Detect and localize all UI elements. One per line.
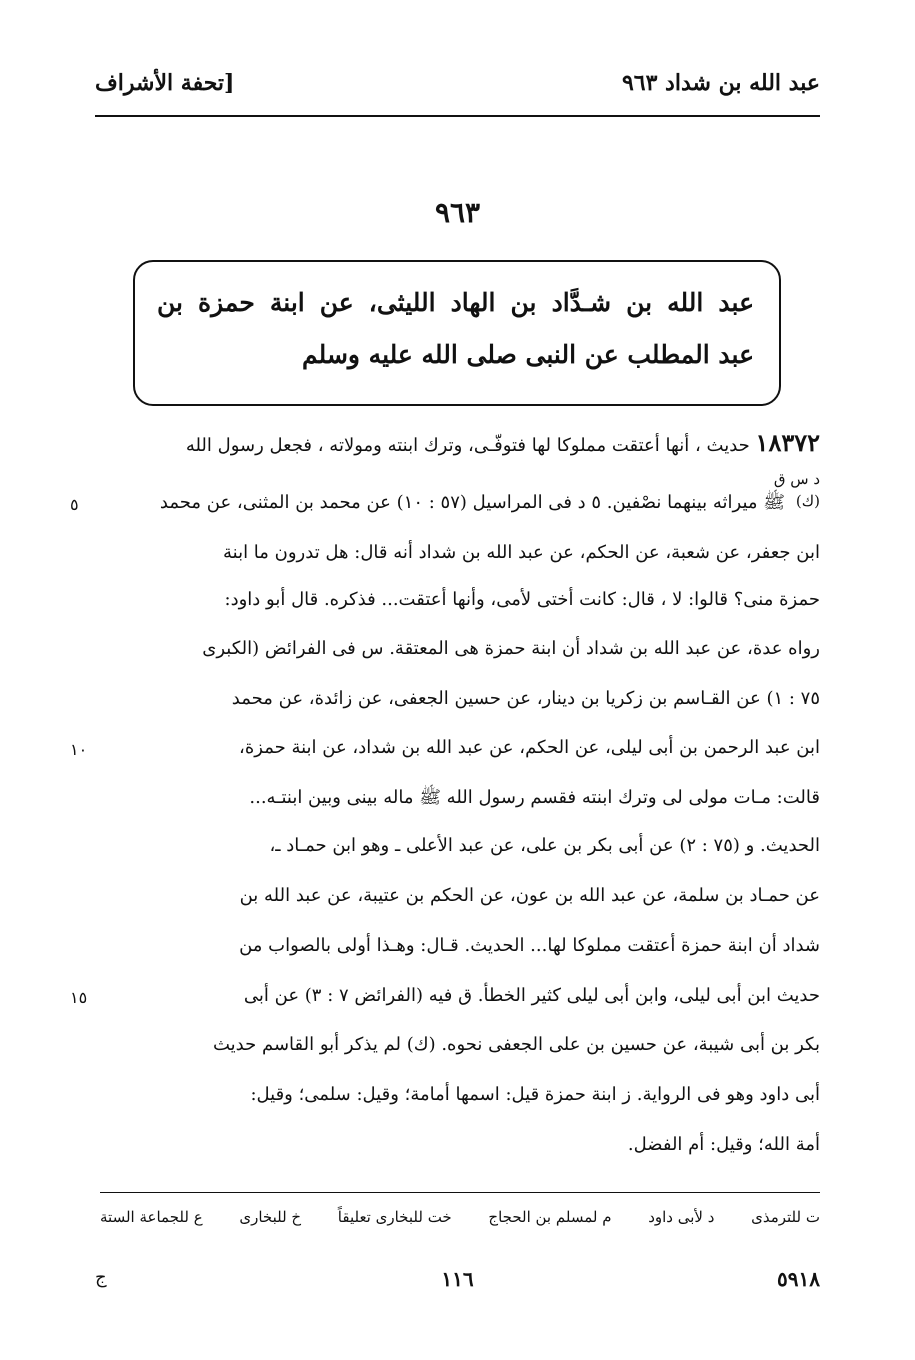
- hadith-line-11: شداد أن ابنة حمزة أعتقت مملوكا لها... الحديث. قـال: وهـذا أولى بالصواب من: [239, 935, 820, 956]
- hadith-line-1: [95, 430, 820, 459]
- hadith-line-8: قالت: مـات مولى لى وترك ابنته فقسم رسول الله ﷺ ماله بينى وبين ابنتـه...: [249, 787, 820, 808]
- hadith-line-6: ٧٥ : ١) عن القـاسم بن زكريا بن دينار، عن حسين الجعفى، عن زائدة، عن محمد: [231, 688, 820, 709]
- volume-mark: ج: [95, 1267, 107, 1288]
- hadith-line-12: حديث ابن أبى ليلى، وابن أبى ليلى كثير الخطأ. ق فيه (الفرائض ٧ : ٣) عن أبى: [243, 985, 820, 1006]
- margin-line-number-5: ٥: [70, 495, 79, 514]
- margin-line-number-10: ١٠: [70, 740, 88, 759]
- hadith-text: حديث ، أنها أعتقت مملوكا لها فتوفّـى، وترك ابنته ومولاته ، فجعل رسول الله: [185, 435, 750, 456]
- footnote-rule: [100, 1192, 820, 1193]
- running-header-right: عبد الله بن شداد ٩٦٣: [621, 70, 820, 96]
- hadith-line-5: رواه عدة، عن عبد الله بن شداد أن ابنة حمزة هى المعتقة. س فى الفرائض (الكبرى: [202, 638, 820, 659]
- hadith-line-9: الحديث. و (٧٥ : ٢) عن أبى بكر بن على، عن عبد الأعلى ـ وهو ابن حمـاد ـ،: [269, 835, 820, 856]
- abbr-item: خت للبخارى تعليقاً: [337, 1208, 452, 1226]
- footer-code: ٥٩١٨: [777, 1267, 820, 1291]
- hadith-line-14: أبى داود وهو فى الرواية. ز ابنة حمزة قيل: اسمها أمامة؛ وقيل: سلمى؛ وقيل:: [250, 1084, 820, 1105]
- abbr-item: د لأبى داود: [648, 1208, 715, 1226]
- abbr-item: م لمسلم بن الحجاج: [488, 1208, 612, 1226]
- hadith-number: ١٨٣٧٢: [755, 428, 820, 457]
- abbr-item: ت للترمذى: [751, 1208, 820, 1226]
- page-number: ١١٦: [441, 1267, 474, 1291]
- abbr-item: خ للبخارى: [239, 1208, 302, 1226]
- hadith-line-3: ابن جعفر، عن شعبة، عن الحكم، عن عبد الله بن شداد أنه قال: هل تدرون ما ابنة: [222, 542, 820, 563]
- hadith-line-2: ﷺ ميراثه بينهما نصْفين. ٥ د فى المراسيل (٥٧ : ١٠) عن محمد بن المثنى، عن محمد: [159, 492, 785, 513]
- hadith-line-4: حمزة منى؟ قالوا: لا ، قال: كانت أختى لأمى، وأنها أعتقت... فذكره. قال أبو داود:: [224, 589, 820, 610]
- hadith-line-7: ابن عبد الرحمن بن أبى ليلى، عن الحكم، عن عبد الله بن شداد، عن ابنة حمزة،: [239, 737, 820, 758]
- running-header-left: [تحفة الأشراف: [95, 70, 235, 96]
- abbr-item: ع للجماعة الستة: [100, 1208, 203, 1226]
- title-line-1: عبد الله بن شـدَّاد بن الهاد الليثى، عن ابنة حمزة بن: [157, 288, 754, 317]
- abbreviations-key: [100, 1208, 820, 1226]
- sigla-k: (ك): [795, 492, 820, 510]
- hadith-line-15: أمة الله؛ وقيل: أم الفضل.: [627, 1134, 820, 1155]
- hadith-line-10: عن حمـاد بن سلمة، عن عبد الله بن عون، عن الحكم بن عتيبة، عن عبد الله بن: [239, 885, 820, 906]
- header-rule: [95, 115, 820, 117]
- title-box: [133, 260, 781, 406]
- section-number: ٩٦٣: [434, 196, 481, 229]
- sigla: د س ق: [773, 470, 820, 488]
- margin-line-number-15: ١٥: [70, 988, 88, 1007]
- hadith-line-13: بكر بن أبى شيبة، عن حسين بن على الجعفى نحوه. (ك) لم يذكر أبو القاسم حديث: [213, 1034, 820, 1055]
- title-line-2: عبد المطلب عن النبى صلى الله عليه وسلم: [302, 340, 754, 369]
